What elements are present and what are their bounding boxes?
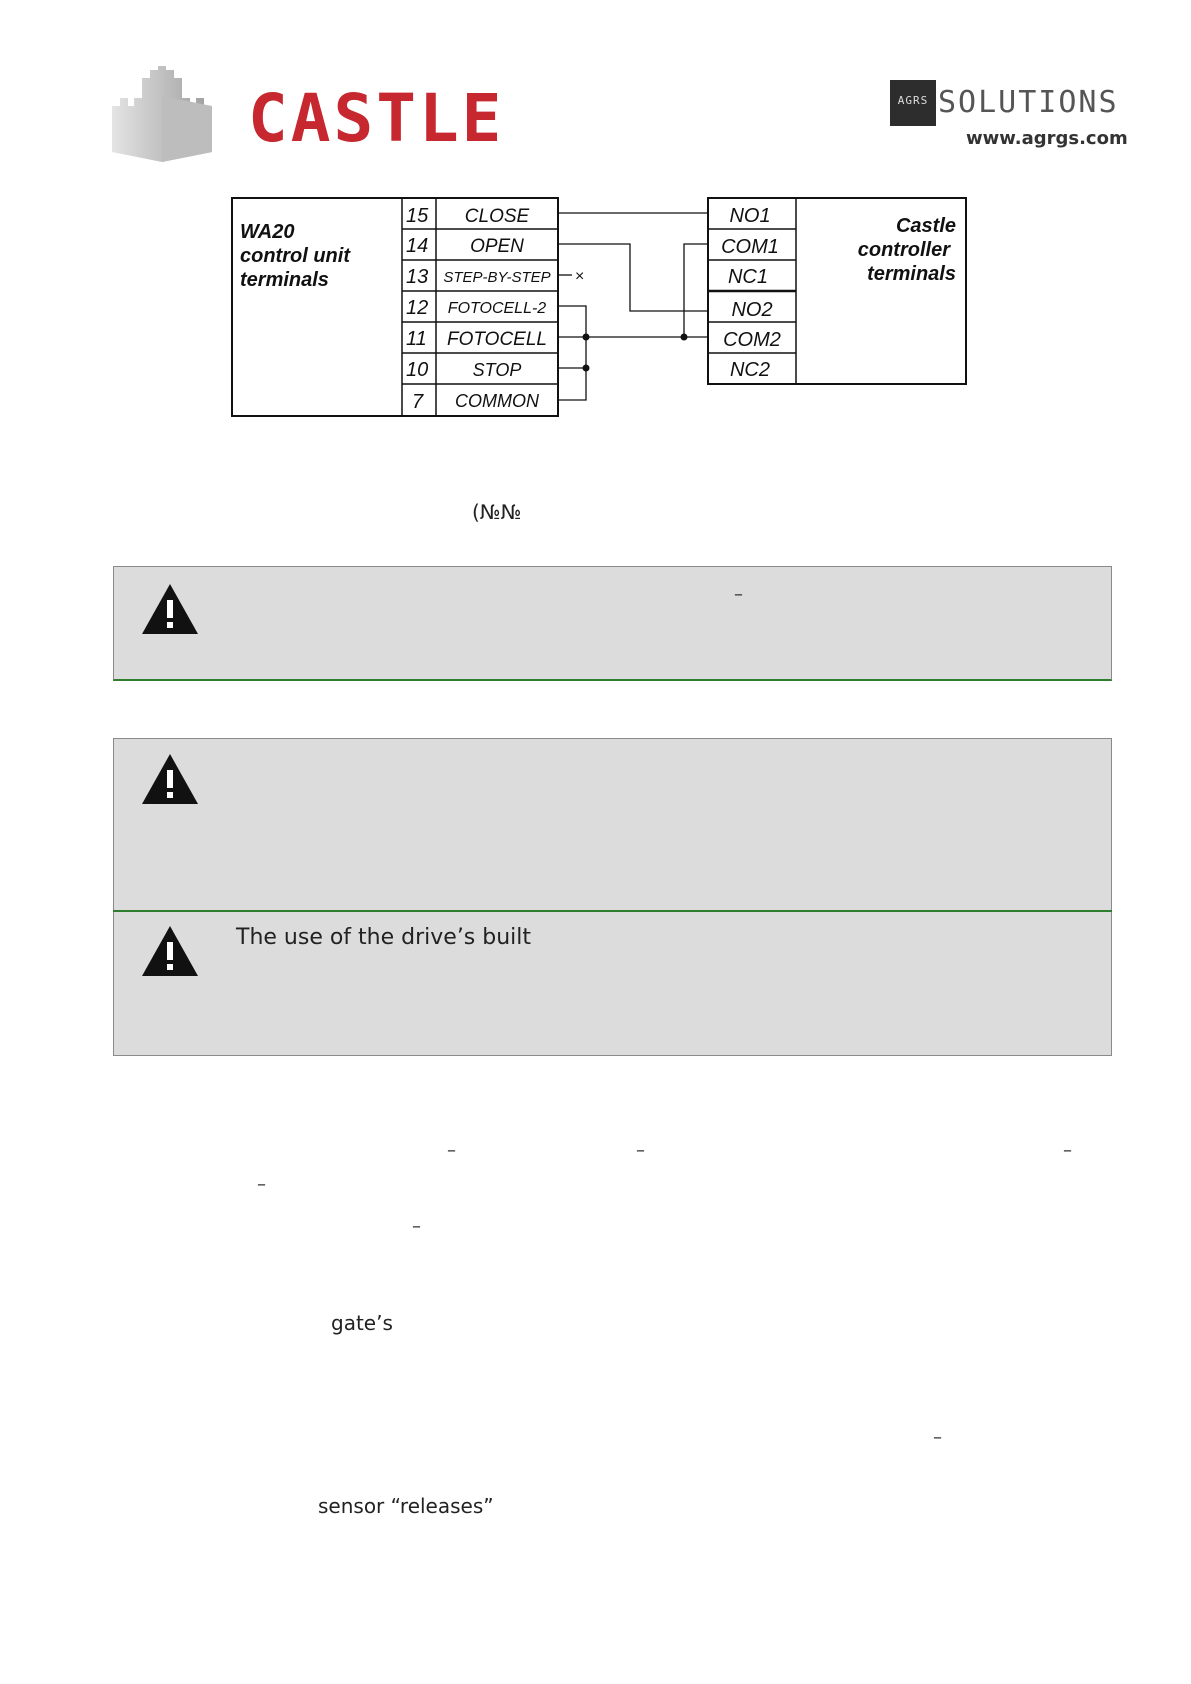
left-terminal-13	[406, 266, 551, 288]
terminal-label: OPEN	[470, 236, 524, 257]
left-terminal-15	[406, 205, 530, 227]
numbers-ref-fragment: (№№	[472, 500, 522, 524]
junction-dot	[583, 334, 590, 341]
terminal-num: 12	[406, 297, 429, 319]
right-terminal-no2: NO2	[731, 299, 773, 321]
warning-triangle-icon	[140, 924, 200, 978]
right-terminal-nc1: NC1	[727, 266, 769, 288]
left-title-line-2: control unit	[240, 245, 350, 267]
wiring-diagram	[230, 196, 970, 422]
terminal-num: 15	[406, 205, 429, 227]
sensor-text-fragment: sensor “releases”	[318, 1494, 494, 1518]
left-title-line-1: WA20	[240, 221, 295, 243]
terminal-num: 10	[406, 359, 429, 381]
right-terminal-nc2: NC2	[729, 359, 771, 381]
terminal-num: 11	[406, 328, 427, 350]
left-terminal-12	[406, 297, 546, 319]
castle-brand: CASTLE	[248, 80, 505, 157]
terminal-label: FOTOCELL-2	[447, 300, 547, 317]
right-title-line-3: terminals	[867, 263, 956, 285]
junction-dot	[583, 365, 590, 372]
terminal-num: 7	[412, 391, 424, 413]
left-title-line-3: terminals	[240, 269, 329, 291]
terminal-num: 14	[406, 235, 429, 257]
terminal-label: STOP	[472, 360, 522, 380]
warning-triangle-icon	[140, 752, 200, 806]
right-title-line-1: Castle	[895, 215, 956, 237]
terminal-num: 13	[406, 266, 429, 288]
not-connected-mark: ×	[575, 268, 585, 285]
right-terminal-com2: COM2	[723, 329, 781, 351]
warning-notice-1	[113, 566, 1112, 681]
wires	[558, 213, 708, 400]
castle-tower-icon	[112, 66, 212, 162]
dash-fragment: –	[412, 1216, 421, 1237]
junction-dot	[681, 334, 688, 341]
terminal-label: FOTOCELL	[447, 329, 547, 350]
dash-fragment: –	[1063, 1140, 1072, 1161]
terminal-label: COMMON	[455, 391, 539, 411]
right-terminal-com1: COM1	[721, 236, 779, 258]
gate-text-fragment: gate’s	[331, 1311, 393, 1335]
dash-fragment: –	[257, 1174, 266, 1195]
notice-divider	[113, 910, 1112, 912]
warning-triangle-icon	[140, 582, 200, 636]
right-terminal-no1: NO1	[729, 205, 771, 227]
terminal-label: STEP-BY-STEP	[443, 269, 551, 286]
terminal-label: CLOSE	[464, 206, 530, 227]
right-title-line-2: controller	[857, 239, 950, 261]
dash-fragment: –	[447, 1140, 456, 1161]
website-link[interactable]: www.agrgs.com	[966, 128, 1128, 149]
dash-fragment: –	[933, 1427, 942, 1448]
dash-fragment: –	[734, 584, 743, 605]
agrs-badge: AGRS	[897, 94, 929, 107]
solutions-brand: SOLUTIONS	[938, 85, 1119, 120]
builtin-drive-text: The use of the drive’s built	[236, 925, 532, 950]
dash-fragment: –	[636, 1140, 645, 1161]
warning-notice-2	[113, 738, 1112, 1056]
agrs-logo	[890, 80, 936, 126]
